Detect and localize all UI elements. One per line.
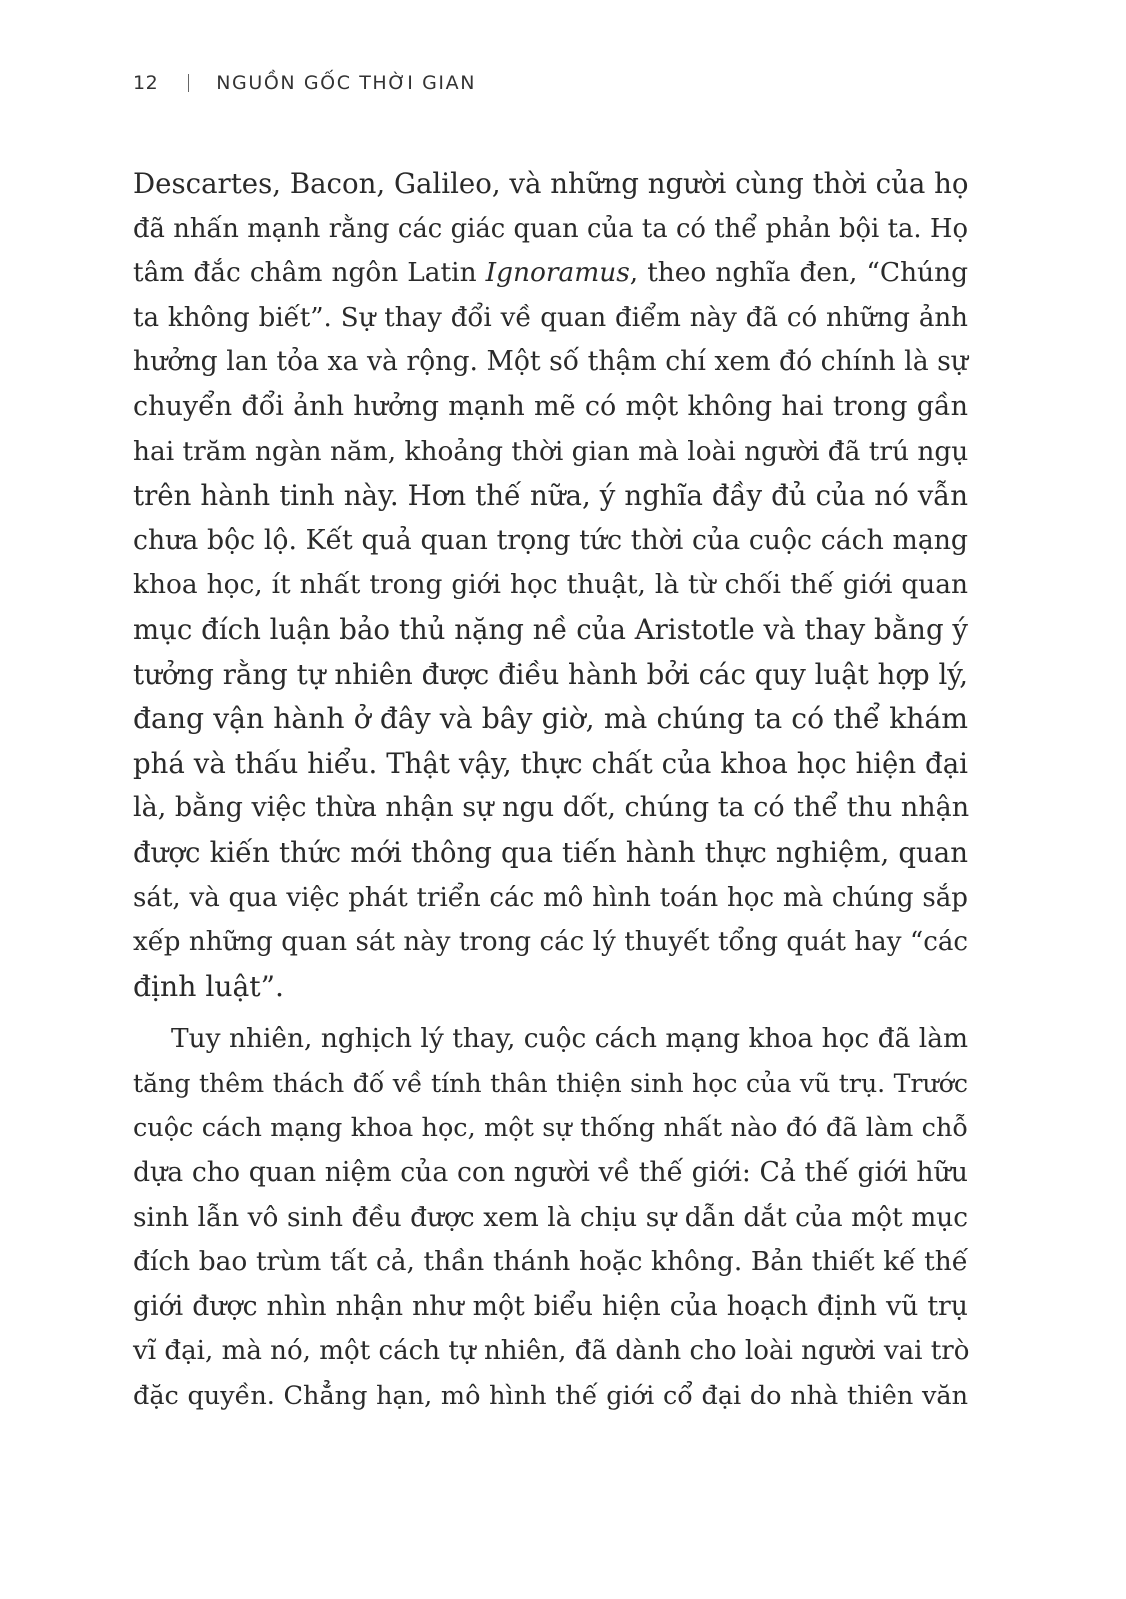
page-number: 12: [133, 72, 159, 94]
text-line: khoa học, ít nhất trong giới học thuật, là từ chối thế giới quan: [133, 569, 968, 601]
text-line: Descartes, Bacon, Galileo, và những người cùng thời của họ: [133, 167, 969, 200]
text-line: phá và thấu hiểu. Thật vậy, thực chất của khoa học hiện đại: [133, 746, 968, 780]
running-header: [133, 68, 476, 98]
text-segment: , theo nghĩa đen, “Chúng: [629, 257, 968, 289]
text-line: hưởng lan tỏa xa và rộng. Một số thậm chí xem đó chính là sự: [133, 346, 968, 378]
text-line: sinh lẫn vô sinh đều được xem là chịu sự dẫn dắt của một mục: [133, 1201, 968, 1233]
text-line: đang vận hành ở đây và bây giờ, mà chúng ta có thể khám: [133, 702, 968, 736]
text-line: đích bao trùm tất cả, thần thánh hoặc không. Bản thiết kế thế: [133, 1246, 968, 1278]
text-line: được kiến thức mới thông qua tiến hành thực nghiệm, quan: [133, 835, 968, 869]
text-line: định luật”.: [133, 969, 284, 1003]
text-line: tưởng rằng tự nhiên được điều hành bởi các quy luật hợp lý,: [133, 657, 968, 691]
chapter-title: NGUỒN GỐC THỜI GIAN: [216, 72, 477, 94]
text-line: [133, 251, 968, 296]
text-line: trên hành tinh này. Hơn thế nữa, ý nghĩa đầy đủ của nó vẫn: [133, 479, 968, 513]
paragraph-gap: [133, 1009, 968, 1017]
text-line: chưa bộc lộ. Kết quả quan trọng tức thời của cuộc cách mạng: [133, 524, 968, 556]
header-separator: [188, 74, 189, 92]
body-text: [133, 162, 968, 1419]
italic-term: Ignoramus: [485, 257, 630, 289]
text-line: dựa cho quan niệm của con người về thế giới: Cả thế giới hữu: [133, 1157, 968, 1189]
text-line: đã nhấn mạnh rằng các giác quan của ta có thể phản bội ta. Họ: [133, 213, 968, 244]
text-line: cuộc cách mạng khoa học, một sự thống nhất nào đó đã làm chỗ: [133, 1113, 968, 1144]
text-line: đặc quyền. Chẳng hạn, mô hình thế giới cổ đại do nhà thiên văn: [133, 1381, 968, 1412]
text-line: là, bằng việc thừa nhận sự ngu dốt, chúng ta có thể thu nhận: [133, 792, 970, 824]
text-line: hai trăm ngàn năm, khoảng thời gian mà loài người đã trú ngụ: [133, 435, 969, 467]
text-line: ta không biết”. Sự thay đổi về quan điểm này đã có những ảnh: [133, 302, 968, 333]
text-line: chuyển đổi ảnh hưởng mạnh mẽ có một không hai trong gần: [133, 390, 968, 422]
text-segment: tâm đắc châm ngôn Latin: [133, 257, 486, 289]
text-line: xếp những quan sát này trong các lý thuyết tổng quát hay “các: [133, 927, 968, 958]
text-line: mục đích luận bảo thủ nặng nề của Aristotle và thay bằng ý: [133, 612, 968, 646]
text-line: tăng thêm thách đố về tính thân thiện sinh học của vũ trụ. Trước: [133, 1068, 968, 1098]
text-line: sát, và qua việc phát triển các mô hình toán học mà chúng sắp: [133, 882, 968, 913]
text-line: vĩ đại, mà nó, một cách tự nhiên, đã dành cho loài người vai trò: [133, 1336, 970, 1367]
text-line: Tuy nhiên, nghịch lý thay, cuộc cách mạng khoa học đã làm: [171, 1023, 968, 1055]
text-line: giới được nhìn nhận như một biểu hiện của hoạch định vũ trụ: [133, 1290, 968, 1322]
